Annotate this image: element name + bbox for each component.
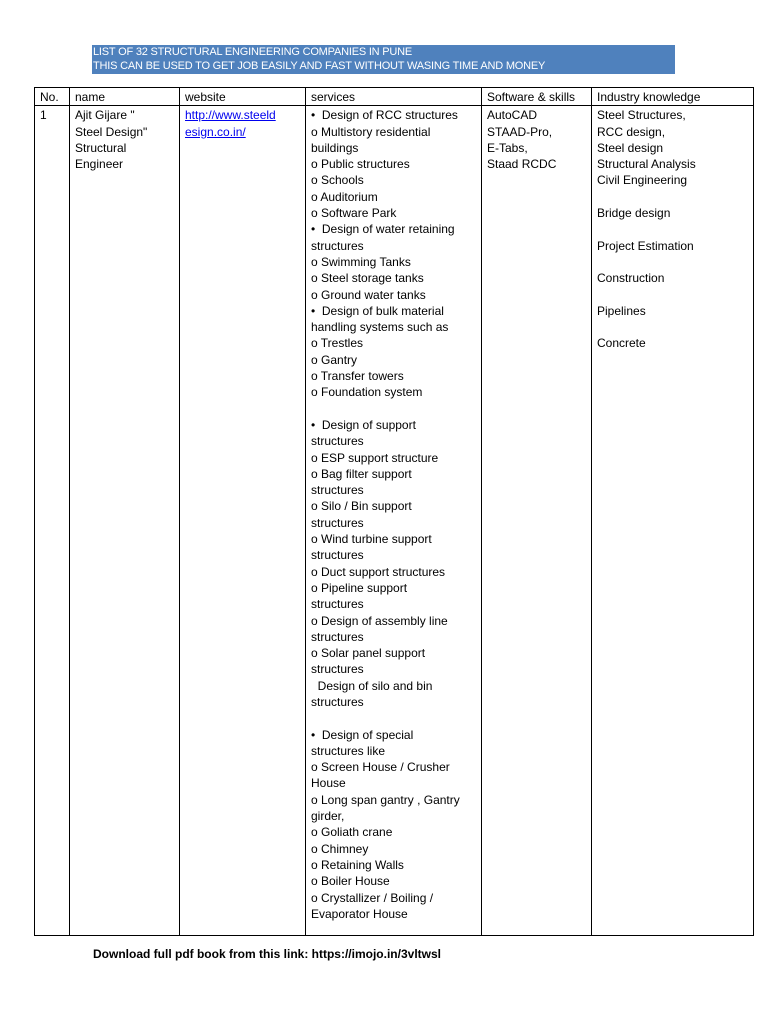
name-line: Structural xyxy=(75,140,127,155)
header-services: services xyxy=(306,88,482,106)
header-software-skills: Software & skills xyxy=(482,88,592,106)
blank-line xyxy=(597,221,748,237)
services-line: structures xyxy=(311,434,364,449)
companies-table xyxy=(34,87,754,936)
services-line: structures xyxy=(311,515,364,530)
services-line: girder, xyxy=(311,809,345,824)
industry-line: Concrete xyxy=(597,336,646,351)
header-industry-knowledge: Industry knowledge xyxy=(592,88,754,106)
services-line: o Swimming Tanks xyxy=(311,254,411,269)
services-line: House xyxy=(311,776,346,791)
industry-line: Steel Structures, xyxy=(597,108,686,123)
services-line: o Trestles xyxy=(311,336,364,351)
services-line: Design of silo and bin xyxy=(311,678,433,693)
header-name: name xyxy=(70,88,180,106)
blank-line xyxy=(311,710,476,726)
header-no: No. xyxy=(35,88,70,106)
software-line: AutoCAD xyxy=(487,108,538,123)
website-link-line[interactable]: http://www.steeld xyxy=(185,108,276,123)
blank-line xyxy=(597,189,748,205)
services-line: o Transfer towers xyxy=(311,369,404,384)
banner-title-line2: THIS CAN BE USED TO GET JOB EASILY AND FAST WITHOUT WASING TIME AND MONEY xyxy=(93,60,546,72)
services-line: o Auditorium xyxy=(311,189,378,204)
services-line: structures xyxy=(311,483,364,498)
industry-line: Bridge design xyxy=(597,206,671,221)
services-line: o Screen House / Crusher xyxy=(311,760,450,775)
blank-line xyxy=(597,254,748,270)
services-line: o Goliath crane xyxy=(311,825,393,840)
services-line: o Silo / Bin support xyxy=(311,499,412,514)
services-line: o Solar panel support xyxy=(311,646,426,661)
software-line: E-Tabs, xyxy=(487,140,528,155)
blank-line xyxy=(597,287,748,303)
services-line: structures xyxy=(311,629,364,644)
cell-website xyxy=(180,106,306,936)
services-line: • Design of bulk material xyxy=(311,303,444,318)
cell-name xyxy=(70,106,180,936)
services-line: structures xyxy=(311,238,364,253)
name-line: Ajit Gijare " xyxy=(75,108,135,123)
cell-industry-knowledge xyxy=(592,106,754,936)
services-line: o Steel storage tanks xyxy=(311,271,424,286)
services-line: o Pipeline support xyxy=(311,580,408,595)
services-line: o Ground water tanks xyxy=(311,287,426,302)
services-line: o Crystallizer / Boiling / xyxy=(311,890,434,905)
services-line: o Software Park xyxy=(311,206,397,221)
services-line: o Gantry xyxy=(311,352,358,367)
services-line: o ESP support structure xyxy=(311,450,439,465)
services-line: o Chimney xyxy=(311,841,369,856)
header-website: website xyxy=(180,88,306,106)
services-line: • Design of RCC structures xyxy=(311,108,458,123)
industry-line: Civil Engineering xyxy=(597,173,688,188)
cell-services xyxy=(306,106,482,936)
services-line: handling systems such as xyxy=(311,320,449,335)
industry-line: Pipelines xyxy=(597,303,646,318)
services-line: structures xyxy=(311,662,364,677)
services-line: structures like xyxy=(311,743,386,758)
services-line: o Schools xyxy=(311,173,364,188)
services-line: • Design of support xyxy=(311,417,416,432)
industry-line: Structural Analysis xyxy=(597,157,696,172)
services-line: structures xyxy=(311,694,364,709)
blank-line xyxy=(311,401,476,417)
software-line: STAAD-Pro, xyxy=(487,124,553,139)
industry-line: Project Estimation xyxy=(597,238,694,253)
services-line: o Duct support structures xyxy=(311,564,446,579)
table-row xyxy=(35,106,754,936)
services-line: o Bag filter support xyxy=(311,466,412,481)
industry-line: RCC design, xyxy=(597,124,666,139)
website-link[interactable] xyxy=(185,107,300,140)
cell-software-skills xyxy=(482,106,592,936)
services-line: o Wind turbine support xyxy=(311,532,432,547)
title-banner xyxy=(92,45,675,74)
banner-title-line1: LIST OF 32 STRUCTURAL ENGINEERING COMPANIES IN PUNE xyxy=(93,46,413,58)
services-line: o Long span gantry , Gantry xyxy=(311,792,460,807)
services-line: • Design of special xyxy=(311,727,414,742)
download-footer: Download full pdf book from this link: https://imojo.in/3vltwsl xyxy=(93,947,441,961)
website-link-line[interactable]: esign.co.in/ xyxy=(185,124,246,139)
software-line: Staad RCDC xyxy=(487,157,557,172)
name-line: Engineer xyxy=(75,157,124,172)
services-line: Evaporator House xyxy=(311,906,408,921)
services-line: o Retaining Walls xyxy=(311,857,404,872)
services-line: • Design of water retaining xyxy=(311,222,455,237)
services-line: o Multistory residential xyxy=(311,124,431,139)
services-line: structures xyxy=(311,597,364,612)
industry-line: Construction xyxy=(597,271,665,286)
services-line: structures xyxy=(311,548,364,563)
table-header-row xyxy=(35,88,754,106)
cell-no: 1 xyxy=(35,106,70,936)
services-line: o Design of assembly line xyxy=(311,613,448,628)
industry-line: Steel design xyxy=(597,140,664,155)
services-line: buildings xyxy=(311,140,359,155)
services-line: o Boiler House xyxy=(311,874,390,889)
name-line: Steel Design" xyxy=(75,124,148,139)
services-line: o Foundation system xyxy=(311,385,423,400)
blank-line xyxy=(597,319,748,335)
services-line: o Public structures xyxy=(311,157,410,172)
